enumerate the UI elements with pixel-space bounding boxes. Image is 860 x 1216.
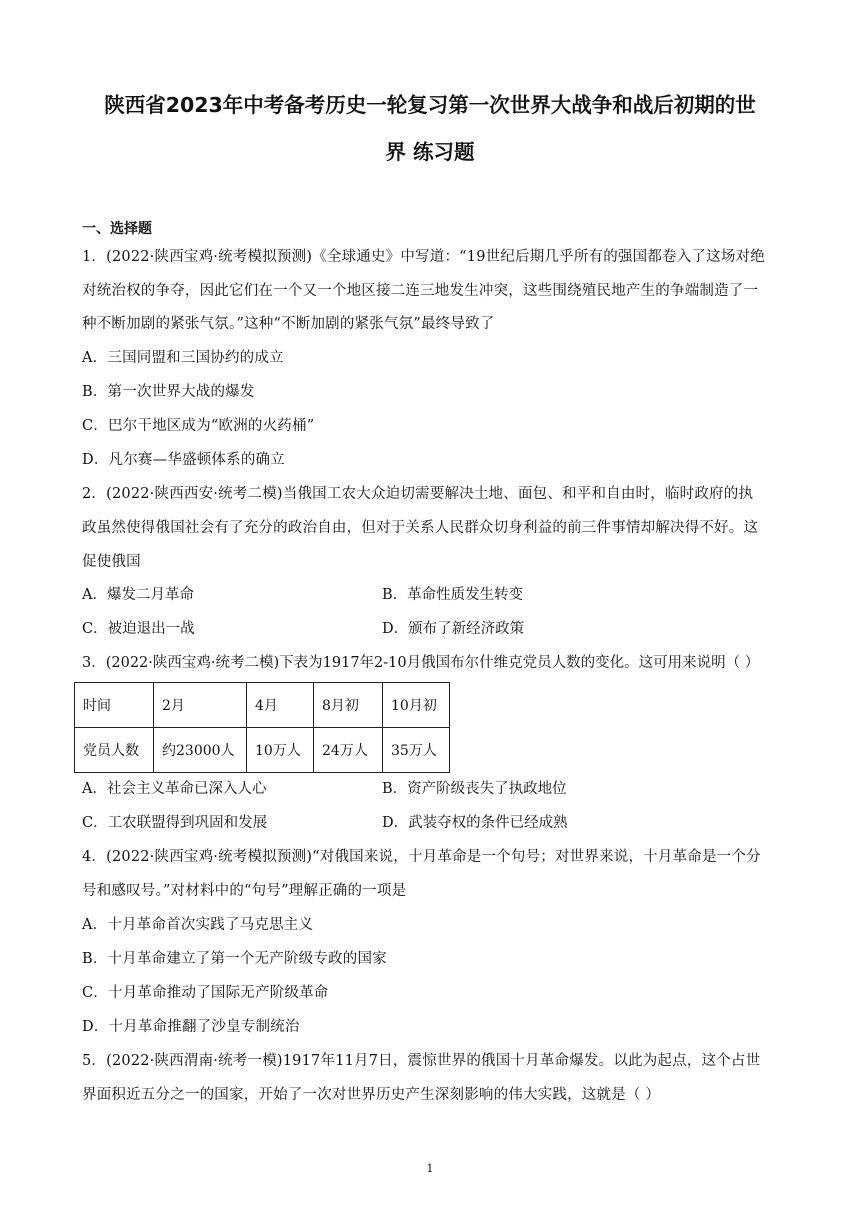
table-cell: 24万人 (314, 728, 383, 773)
table-cell: 35万人 (383, 728, 450, 773)
table-cell: 10月初 (383, 683, 450, 728)
table-cell: 党员人数 (75, 728, 154, 773)
q4-stem-line-1: 4．(2022·陕西宝鸡·统考模拟预测)“对俄国来说，十月革命是一个句号；对世界来说，十月革命是一个分 (82, 849, 761, 865)
q5-stem-line-2: 界面积近五分之一的国家，开始了一次对世界历史产生深刻影响的伟大实践，这就是（ ） (82, 1087, 661, 1103)
table-row (75, 683, 450, 728)
q2-option-a: A．爆发二月革命 (82, 587, 194, 603)
q2-option-d: D．颁布了新经济政策 (382, 621, 525, 637)
title-line-1: 陕西省2023年中考备考历史一轮复习第一次世界大战争和战后初期的世 (104, 93, 756, 117)
q3-option-d: D．武装夺权的条件已经成熟 (382, 815, 568, 831)
q1-option-b: B．第一次世界大战的爆发 (82, 384, 255, 400)
q4-option-c: C．十月革命推动了国际无产阶级革命 (82, 985, 329, 1001)
q2-stem-line-2: 政虽然使得俄国社会有了充分的政治自由，但对于关系人民群众切身利益的前三件事情却解决得不好。这 (82, 520, 759, 536)
table-cell: 8月初 (314, 683, 383, 728)
section-heading: 一、选择题 (82, 221, 152, 237)
title-line-2: 界 练习题 (385, 140, 475, 164)
table-cell: 10万人 (247, 728, 314, 773)
document-title (70, 82, 790, 176)
table-cell: 约23000人 (154, 728, 247, 773)
table-row (75, 728, 450, 773)
q3-option-c: C．工农联盟得到巩固和发展 (82, 815, 268, 831)
q3-option-a: A．社会主义革命已深入人心 (82, 781, 267, 797)
q1-stem-line-2: 对统治权的争夺，因此它们在一个又一个地区接二连三地发生冲突，这些围绕殖民地产生的争端制造了一 (82, 283, 759, 299)
q2-option-c: C．被迫退出一战 (82, 621, 195, 637)
q5-stem-line-1: 5．(2022·陕西渭南·统考一模)1917年11月7日，震惊世界的俄国十月革命爆发。以此为起点，这个占世 (82, 1053, 761, 1069)
q2-option-b: B．革命性质发生转变 (382, 587, 524, 603)
q2-stem-line-1: 2．(2022·陕西西安·统考二模)当俄国工农大众迫切需要解决土地、面包、和平和自由时，临时政府的执 (82, 486, 754, 502)
q1-stem-line-3: 种不断加剧的紧张气氛。”这种“不断加剧的紧张气氛”最终导致了 (82, 316, 495, 332)
q1-option-c: C．巴尔干地区成为“欧洲的火药桶” (82, 418, 315, 434)
q2-stem-line-3: 促使俄国 (82, 554, 141, 570)
q1-stem-line-1: 1．(2022·陕西宝鸡·统考模拟预测)《全球通史》中写道：“19世纪后期几乎所有的强国都卷入了这场对绝 (82, 249, 765, 265)
q4-option-d: D．十月革命推翻了沙皇专制统治 (82, 1019, 300, 1035)
table-cell: 时间 (75, 683, 154, 728)
q4-option-b: B．十月革命建立了第一个无产阶级专政的国家 (82, 951, 387, 967)
q1-option-a: A．三国同盟和三国协约的成立 (82, 350, 284, 366)
table-cell: 4月 (247, 683, 314, 728)
q4-option-a: A．十月革命首次实践了马克思主义 (82, 917, 314, 933)
q3-stem: 3．(2022·陕西宝鸡·统考二模)下表为1917年2-10月俄国布尔什维克党员人数的变化。这可用来说明（ ） (82, 655, 760, 671)
q3-option-b: B．资产阶级丧失了执政地位 (382, 781, 567, 797)
q1-option-d: D．凡尔赛—华盛顿体系的确立 (82, 452, 285, 468)
table-cell: 2月 (154, 683, 247, 728)
q3-table (74, 682, 450, 773)
page-number: 1 (426, 1162, 434, 1175)
q4-stem-line-2: 号和感叹号。”对材料中的“句号”理解正确的一项是 (82, 883, 407, 899)
